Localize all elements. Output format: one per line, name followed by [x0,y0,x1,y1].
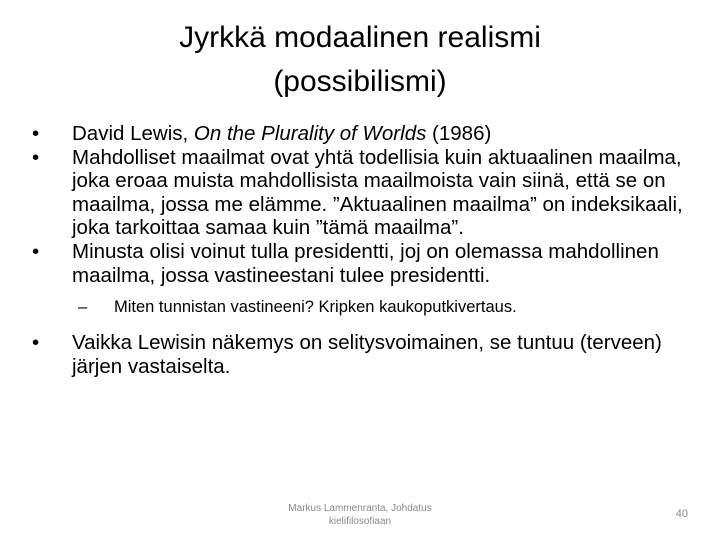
bullet-1 [26,122,694,146]
sub-bullet-text: Miten tunnistan vastineeni? Kripken kaukoputkivertaus. [114,298,517,317]
bullet-dot: • [32,239,40,263]
footer-author-line-1: Markus Lammenranta, Johdatus [288,503,432,514]
bullet-1-text-post: (1986) [426,122,492,145]
bullet-2 [26,146,694,240]
bullet-3-text: Minusta olisi voinut tulla presidentti, joj on olemassa mahdollinen maailma, jossa vastineestani tulee presidentti. [72,239,659,287]
slide-title-line-1: Jyrkkä modaalinen realismi [179,21,541,54]
sub-bullet-dash: – [78,298,88,317]
page-number: 40 [675,508,688,520]
footer-author-line-2: kielifilosofiaan [328,516,392,527]
bullet-4 [26,331,694,378]
sub-bullet [26,297,694,317]
slide-title [60,16,660,104]
bullet-4-text: Vaikka Lewisin näkemys on selitysvoimainen, se tuntuu (terveen) järjen vastaiselta. [72,331,662,378]
footer-author [270,502,450,528]
slide-title-line-2: (possibilismi) [273,65,447,98]
bullet-1-book-title: On the Plurality of Worlds [193,122,427,145]
bullet-dot: • [32,331,40,355]
bullet-2-text: Mahdolliset maailmat ovat yhtä todellisia kuin aktuaalinen maailma, joka eroaa muista mahdollisista maailmoista vain siinä, että se on maailma, jossa me elämme. ”Aktuaalinen maailma” on indeksikaali, joka tarkoittaa samaa kuin ”tämä maailma”. [72,145,683,240]
slide-content [26,122,694,378]
bullet-dot: • [32,145,40,169]
bullet-1-text-pre: David Lewis, [72,122,194,145]
bullet-dot: • [32,122,40,145]
bullet-3 [26,240,694,287]
